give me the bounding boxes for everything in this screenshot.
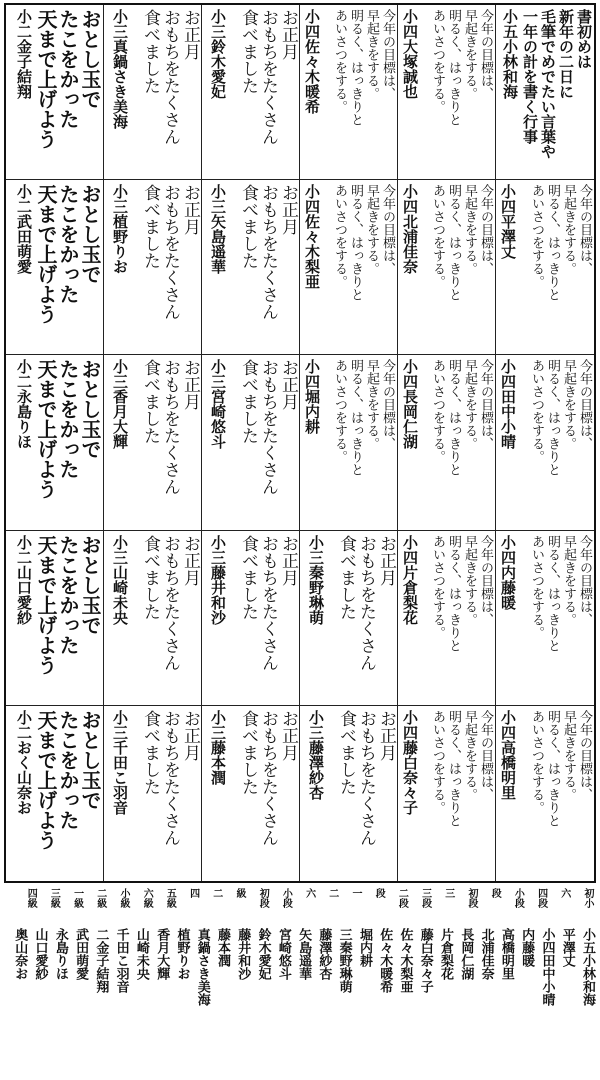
calligraphy-cell: [6, 531, 104, 706]
legend-name: 北浦佳奈: [478, 928, 494, 980]
rank-label: 三: [442, 888, 454, 898]
calligraphy-line: 明るく、はっきりと: [348, 184, 363, 302]
calligraphy-line: 早起きをする。: [462, 534, 477, 626]
calligraphy-line: あいさつをする。: [430, 184, 445, 289]
student-name: 小四北浦佳奈: [401, 184, 419, 275]
calligraphy-line: お正月: [376, 709, 396, 761]
calligraphy-cell: [300, 180, 398, 355]
calligraphy-line: 明るく、はっきりと: [545, 709, 560, 827]
student-name: 小四平澤丈: [499, 184, 517, 260]
calligraphy-line: おとし玉で: [78, 184, 102, 285]
calligraphy-line: 早起きをする。: [462, 9, 477, 100]
calligraphy-cell: [104, 5, 202, 180]
legend-name: 小五小林和海: [579, 928, 595, 1006]
rank-label: 小段: [280, 888, 292, 908]
student-name: 小三宮崎悠斗: [209, 359, 227, 450]
calligraphy-line: 食べました: [140, 359, 160, 445]
calligraphy-line: 食べました: [140, 534, 160, 620]
calligraphy-line: あいさつをする。: [332, 9, 347, 113]
rank-label: 六級: [141, 888, 153, 908]
rank-label: 四級: [25, 888, 37, 908]
calligraphy-line: おとし玉で: [78, 709, 102, 810]
student-name: 小四長岡仁湖: [401, 359, 419, 450]
calligraphy-line: 明るく、はっきりと: [446, 709, 461, 827]
student-name: 小四内藤暖: [499, 534, 517, 610]
calligraphy-cell: [496, 706, 594, 881]
calligraphy-line: 今年の目標は、: [577, 709, 592, 801]
rank-label: 初段: [257, 888, 269, 908]
rank-label: 二: [210, 888, 222, 898]
name-row: [0, 928, 600, 1078]
calligraphy-line: おもちをたくさん: [160, 9, 180, 145]
legend-name: 山崎未央: [133, 928, 149, 980]
calligraphy-line: 早起きをする。: [364, 359, 379, 451]
legend-name: 内藤暖: [519, 928, 535, 967]
calligraphy-line: あいさつをする。: [430, 9, 445, 113]
calligraphy-cell: [300, 5, 398, 180]
legend-name: 片倉梨花: [438, 928, 454, 980]
calligraphy-cell: [300, 355, 398, 530]
calligraphy-line: 早起きをする。: [561, 534, 576, 626]
legend-name: 山口愛紗: [32, 928, 48, 980]
rank-label: 小段: [512, 888, 524, 908]
rank-legend: [0, 888, 600, 1080]
calligraphy-line: お正月: [180, 359, 200, 411]
calligraphy-line: 明るく、はっきりと: [348, 9, 363, 126]
legend-name: 香月大輝: [154, 928, 170, 980]
calligraphy-line: おもちをたくさん: [160, 709, 180, 846]
calligraphy-cell: [398, 180, 496, 355]
calligraphy-line: おもちをたくさん: [160, 534, 180, 671]
calligraphy-line: 早起きをする。: [364, 184, 379, 276]
calligraphy-cell: [202, 355, 300, 530]
student-name: 小五小林和海: [501, 9, 519, 99]
calligraphy-line: 食べました: [238, 359, 258, 445]
calligraphy-line: 天まで上げよう: [34, 359, 58, 500]
calligraphy-line: 早起きをする。: [462, 709, 477, 801]
calligraphy-cell: [398, 5, 496, 180]
calligraphy-line: 今年の目標は、: [478, 9, 493, 100]
calligraphy-cell: [398, 706, 496, 881]
rank-label: 四段: [535, 888, 547, 908]
legend-name: 二金子結翔: [93, 928, 109, 993]
student-name: 小三植野りお: [111, 184, 129, 275]
calligraphy-cell: [496, 180, 594, 355]
calligraphy-cell: [398, 355, 496, 530]
calligraphy-line: お正月: [278, 709, 298, 761]
rank-label: 一級: [71, 888, 83, 908]
calligraphy-line: 食べました: [238, 534, 258, 620]
student-name: 小四佐々木梨亜: [303, 184, 321, 290]
legend-name: 千田こ羽音: [113, 928, 129, 993]
calligraphy-line: 明るく、はっきりと: [545, 359, 560, 477]
rank-label: 段: [373, 888, 385, 898]
calligraphy-line: 毛筆でめでたい言葉や: [539, 9, 557, 159]
calligraphy-cell: [104, 531, 202, 706]
calligraphy-line: たこをかった: [56, 9, 80, 129]
calligraphy-line: 明るく、はっきりと: [348, 359, 363, 477]
calligraphy-line: 今年の目標は、: [380, 184, 395, 276]
calligraphy-line: お正月: [180, 9, 200, 60]
legend-name: 鈴木愛妃: [255, 928, 271, 980]
legend-name: 佐々木梨亜: [397, 928, 413, 993]
legend-name: 三秦野琳萌: [336, 928, 352, 993]
calligraphy-cell: [496, 355, 594, 530]
calligraphy-line: たこをかった: [56, 534, 80, 655]
rank-label: 初小: [581, 888, 593, 908]
rank-label: 六: [558, 888, 570, 898]
calligraphy-grid: [4, 3, 596, 883]
legend-name: 藤井和沙: [235, 928, 251, 980]
calligraphy-line: おもちをたくさん: [160, 184, 180, 321]
legend-name: 藤白奈々子: [417, 928, 433, 993]
rank-label: 一: [349, 888, 361, 898]
calligraphy-line: おもちをたくさん: [258, 534, 278, 671]
calligraphy-line: 明るく、はっきりと: [545, 534, 560, 652]
legend-name: 平澤丈: [559, 928, 575, 967]
calligraphy-line: あいさつをする。: [430, 534, 445, 639]
calligraphy-line: おもちをたくさん: [356, 709, 376, 846]
calligraphy-line: お正月: [278, 534, 298, 586]
calligraphy-line: あいさつをする。: [332, 359, 347, 464]
calligraphy-line: 食べました: [140, 709, 160, 795]
student-name: 小二金子結翔: [15, 9, 33, 99]
legend-name: 植野りお: [174, 928, 190, 980]
student-name: 小四佐々木暖希: [303, 9, 321, 114]
calligraphy-line: 今年の目標は、: [478, 709, 493, 801]
calligraphy-line: 食べました: [238, 9, 258, 94]
calligraphy-line: お正月: [180, 184, 200, 236]
calligraphy-line: 新年の二日に: [557, 9, 575, 99]
calligraphy-line: 天まで上げよう: [34, 9, 58, 149]
calligraphy-line: 食べました: [140, 9, 160, 94]
student-name: 小三秦野琳萌: [307, 534, 325, 625]
calligraphy-line: 早起きをする。: [462, 184, 477, 276]
calligraphy-line: 今年の目標は、: [478, 184, 493, 276]
calligraphy-cell: [6, 706, 104, 881]
calligraphy-line: たこをかった: [56, 709, 80, 830]
calligraphy-line: 早起きをする。: [561, 359, 576, 451]
legend-name: 堀内耕: [356, 928, 372, 967]
rank-label: 二級: [94, 888, 106, 908]
calligraphy-cell: [202, 5, 300, 180]
rank-label: 二: [326, 888, 338, 898]
calligraphy-line: お正月: [278, 359, 298, 411]
legend-name: 真鍋さき美海: [194, 928, 210, 1006]
student-name: 小四大塚誠也: [401, 9, 419, 99]
calligraphy-line: 明るく、はっきりと: [446, 534, 461, 652]
rank-label: 小級: [117, 888, 129, 908]
calligraphy-line: 天まで上げよう: [34, 534, 58, 675]
calligraphy-cell: [6, 5, 104, 180]
calligraphy-line: 食べました: [238, 184, 258, 270]
calligraphy-cell: [6, 180, 104, 355]
rank-row: [0, 888, 600, 928]
calligraphy-cell: [104, 355, 202, 530]
calligraphy-line: おとし玉で: [78, 359, 102, 460]
student-name: 小三真鍋さき美海: [111, 9, 129, 129]
student-name: 小三藤本潤: [209, 709, 227, 785]
calligraphy-line: 早起きをする。: [561, 184, 576, 276]
calligraphy-cell: [104, 706, 202, 881]
legend-name: 高橋明里: [498, 928, 514, 980]
student-name: 小四片倉梨花: [401, 534, 419, 625]
calligraphy-line: 食べました: [336, 534, 356, 620]
student-name: 小三藤澤紗杏: [307, 709, 325, 800]
legend-name: 矢島遥華: [296, 928, 312, 980]
calligraphy-line: あいさつをする。: [529, 534, 544, 639]
calligraphy-cell: [300, 706, 398, 881]
calligraphy-line: 一年の計を書く行事: [521, 9, 539, 144]
calligraphy-line: 食べました: [140, 184, 160, 270]
student-name: 小四田中小晴: [499, 359, 517, 450]
student-name: 小三山崎未央: [111, 534, 129, 625]
student-name: 小二永島りほ: [15, 359, 33, 450]
calligraphy-line: お正月: [376, 534, 396, 586]
student-name: 小三千田こ羽音: [111, 709, 129, 815]
student-name: 小二武田萌愛: [15, 184, 33, 275]
calligraphy-cell: [202, 180, 300, 355]
calligraphy-line: あいさつをする。: [529, 709, 544, 814]
calligraphy-cell: [202, 706, 300, 881]
calligraphy-line: 今年の目標は、: [478, 359, 493, 451]
calligraphy-line: 今年の目標は、: [577, 359, 592, 451]
calligraphy-line: 明るく、はっきりと: [545, 184, 560, 302]
legend-name: 永島りほ: [52, 928, 68, 980]
student-name: 小三藤井和沙: [209, 534, 227, 625]
calligraphy-line: 早起きをする。: [561, 709, 576, 801]
calligraphy-line: あいさつをする。: [529, 359, 544, 464]
calligraphy-cell: [496, 531, 594, 706]
legend-name: 奥山奈お: [12, 928, 28, 980]
rank-label: 級: [233, 888, 245, 898]
calligraphy-line: あいさつをする。: [529, 184, 544, 289]
legend-name: 佐々木暖希: [377, 928, 393, 993]
student-name: 小二山口愛紗: [15, 534, 33, 625]
calligraphy-line: 明るく、はっきりと: [446, 184, 461, 302]
legend-name: 武田萌愛: [73, 928, 89, 980]
calligraphy-line: おもちをたくさん: [356, 534, 376, 671]
student-name: 小四高橋明里: [499, 709, 517, 800]
calligraphy-line: 今年の目標は、: [380, 9, 395, 100]
calligraphy-line: おとし玉で: [78, 9, 102, 109]
rank-label: 初段: [465, 888, 477, 908]
calligraphy-line: 早起きをする。: [462, 359, 477, 451]
calligraphy-line: お正月: [180, 534, 200, 586]
calligraphy-cell: [300, 531, 398, 706]
calligraphy-line: 早起きをする。: [364, 9, 379, 100]
rank-label: 五級: [164, 888, 176, 908]
student-name: 小三香月大輝: [111, 359, 129, 450]
calligraphy-line: 今年の目標は、: [577, 534, 592, 626]
calligraphy-line: たこをかった: [56, 359, 80, 480]
student-name: 小二おく山奈お: [15, 709, 33, 815]
calligraphy-line: あいさつをする。: [332, 184, 347, 289]
calligraphy-line: おもちをたくさん: [258, 9, 278, 145]
calligraphy-cell: [398, 531, 496, 706]
calligraphy-line: 今年の目標は、: [380, 359, 395, 451]
calligraphy-line: お正月: [278, 184, 298, 236]
calligraphy-line: 今年の目標は、: [577, 184, 592, 276]
calligraphy-line: おもちをたくさん: [258, 184, 278, 321]
rank-label: 二段: [396, 888, 408, 908]
student-name: 小四堀内耕: [303, 359, 321, 435]
calligraphy-line: お正月: [180, 709, 200, 761]
calligraphy-line: あいさつをする。: [430, 359, 445, 464]
rank-label: 四: [187, 888, 199, 898]
calligraphy-line: おもちをたくさん: [258, 359, 278, 496]
calligraphy-line: お正月: [278, 9, 298, 60]
legend-name: 長岡仁湖: [458, 928, 474, 980]
calligraphy-cell: [496, 5, 594, 180]
calligraphy-line: 食べました: [336, 709, 356, 795]
calligraphy-sheet: [4, 3, 596, 883]
legend-name: 藤本潤: [215, 928, 231, 967]
legend-name: 宮崎悠斗: [275, 928, 291, 980]
calligraphy-line: 食べました: [238, 709, 258, 795]
rank-label: 段: [489, 888, 501, 898]
calligraphy-cell: [202, 531, 300, 706]
rank-label: 六: [303, 888, 315, 898]
student-name: 小三矢島遥華: [209, 184, 227, 275]
calligraphy-line: あいさつをする。: [430, 709, 445, 814]
calligraphy-line: 今年の目標は、: [478, 534, 493, 626]
legend-name: 藤澤紗杏: [316, 928, 332, 980]
calligraphy-line: おとし玉で: [78, 534, 102, 635]
calligraphy-cell: [6, 355, 104, 530]
calligraphy-line: 天まで上げよう: [34, 184, 58, 325]
calligraphy-line: 天まで上げよう: [34, 709, 58, 850]
legend-name: 小四田中小晴: [539, 928, 555, 1006]
student-name: 小三鈴木愛妃: [209, 9, 227, 99]
calligraphy-line: 明るく、はっきりと: [446, 359, 461, 477]
calligraphy-cell: [104, 180, 202, 355]
calligraphy-line: 明るく、はっきりと: [446, 9, 461, 126]
rank-label: 三段: [419, 888, 431, 908]
student-name: 小四藤白奈々子: [401, 709, 419, 815]
calligraphy-line: おもちをたくさん: [160, 359, 180, 496]
calligraphy-line: 書初めは: [575, 9, 593, 69]
calligraphy-line: たこをかった: [56, 184, 80, 305]
calligraphy-line: おもちをたくさん: [258, 709, 278, 846]
rank-label: 三級: [48, 888, 60, 908]
